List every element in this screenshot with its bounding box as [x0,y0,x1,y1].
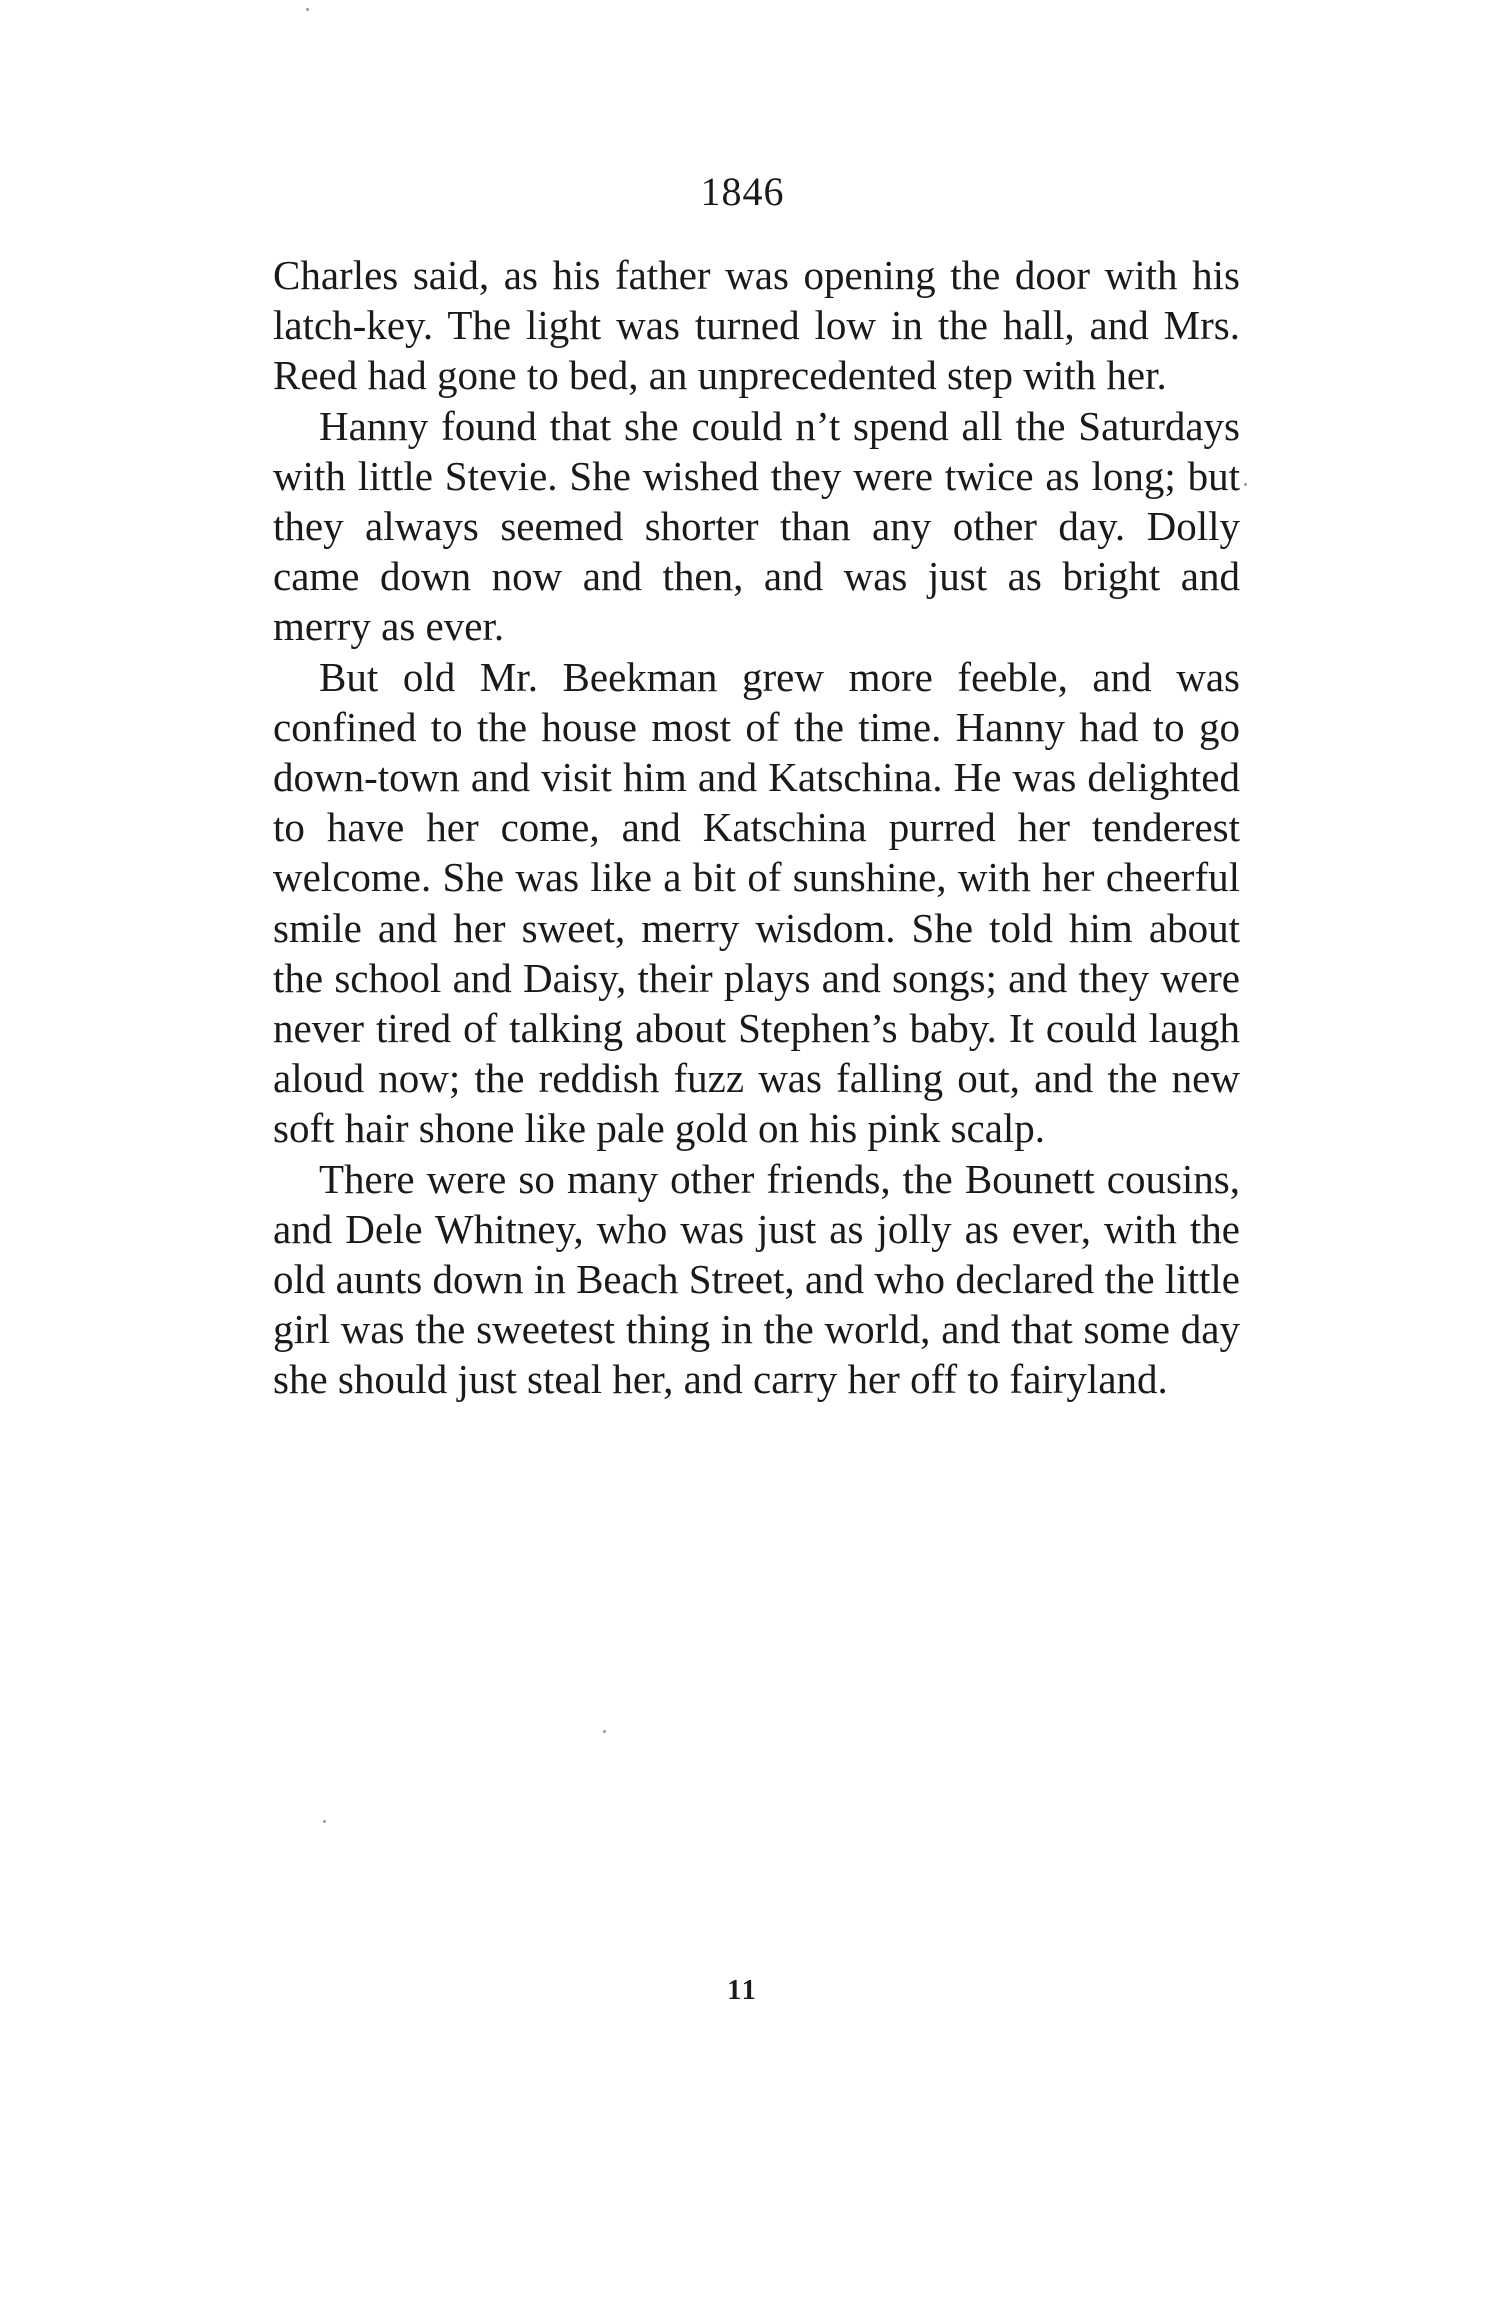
print-speck [306,8,309,11]
print-speck [603,1730,606,1733]
paragraph: But old Mr. Beekman grew more feeble, and was confined to the house most of the time. Hanny had to go down-town and visit him and Katschina. He was delighted to have her come, and Katschina purred her tenderest welcome. She was like a bit of sunshine, with her cheerful smile and her sweet, merry wisdom. She told him about the school and Daisy, their plays and songs; and they were never tired of talking about Stephen’s baby. It could laugh aloud now; the reddish fuzz was falling out, and the new soft hair shone like pale gold on his pink scalp. [273,653,1240,1152]
running-head: 1846 [700,169,785,214]
print-speck [323,1820,326,1823]
print-speck [1244,483,1247,486]
printer-signature-mark: 11 [727,1975,758,2006]
paragraph: Charles said, as his father was opening the door with his latch-key. The light was turned low in the hall, and Mrs. Reed had gone to bed, an unprecedented step with her. [273,252,1240,399]
paragraph: There were so many other friends, the Bounett cousins, and Dele Whitney, who was just as jolly as ever, with the old aunts down in Beach Street, and who declared the little girl was the sweetest thing in the world, and that some day she should just steal her, and carry her off to fairyland. [273,1155,1240,1403]
body-text [273,250,1240,1405]
paragraph: Hanny found that she could n’t spend all the Saturdays with little Stevie. She wished they were twice as long; but they always seemed shorter than any other day. Dolly came down now and then, and was just as bright and merry as ever. [273,402,1240,650]
